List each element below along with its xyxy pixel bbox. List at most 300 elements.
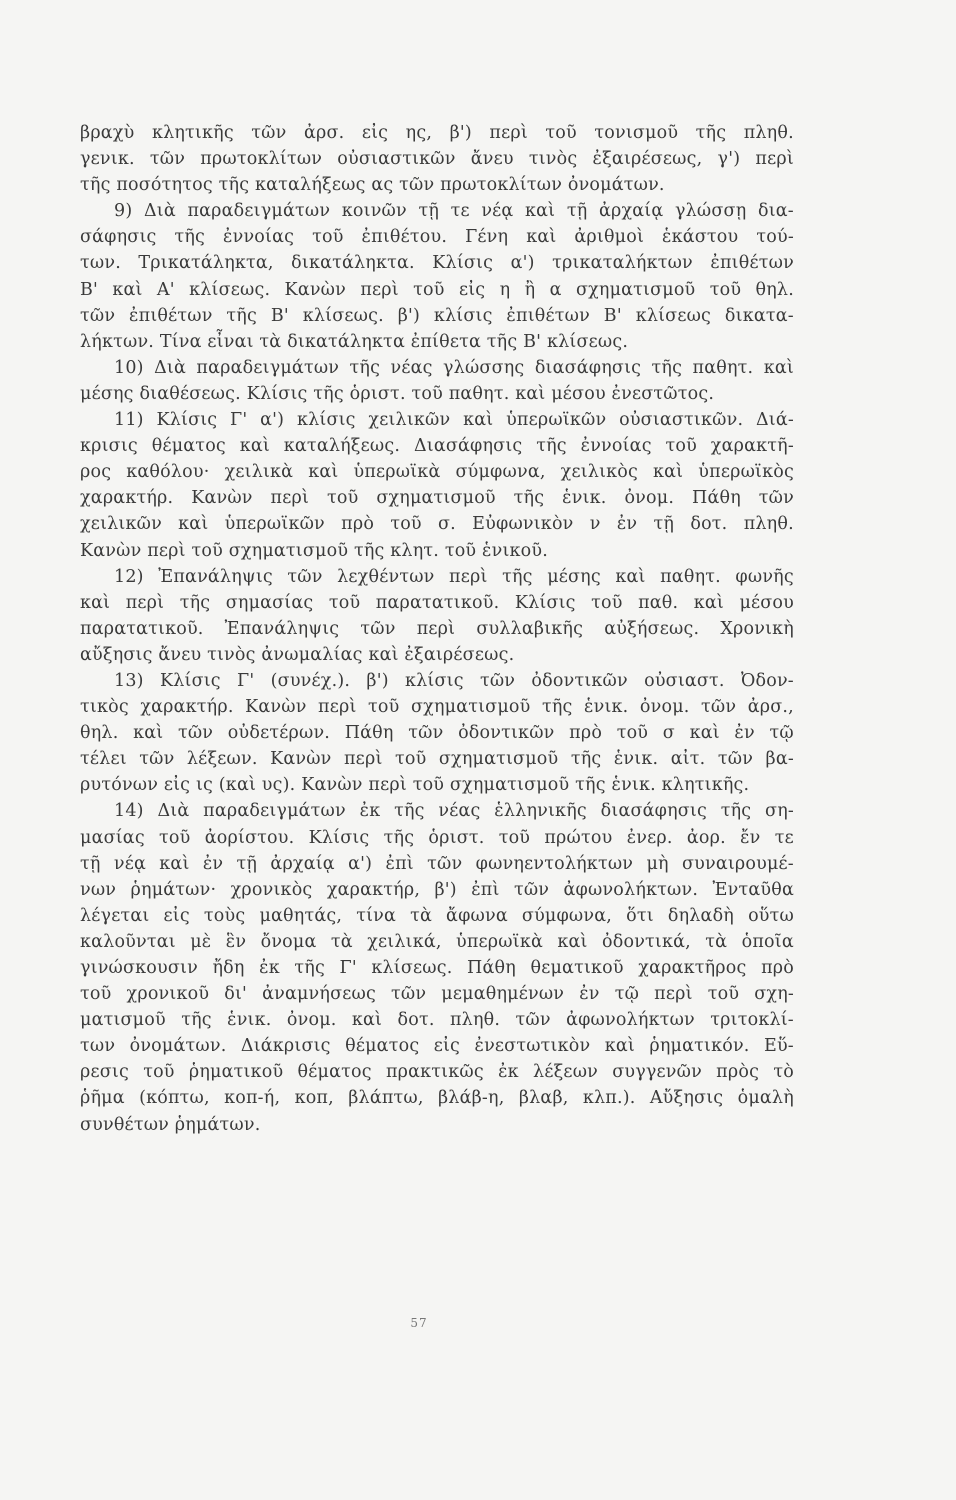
word: τῆς [353,540,391,561]
word: χαρακτῆρος [638,958,747,978]
word: καὶ [526,227,557,248]
word: τῆς [570,749,602,770]
word: χειλικῶν [80,514,162,535]
word: πρακτικῶς [385,1062,484,1083]
word: διασάφησις [534,357,642,378]
word: παραδειγμάτων [196,357,340,378]
word: περὶ [270,488,310,509]
word: πληθ. [743,123,794,143]
word: κλίσεως. [189,279,271,300]
word: κλητικῆς. [661,775,750,796]
word: Κανὼν [284,279,346,300]
word: (συνέχ.). [270,670,351,691]
word: 10) [114,357,144,378]
word: διασάφησις [600,801,707,822]
word: τῶν [139,749,175,770]
word: τῆς [226,305,257,326]
word: 14) [114,801,144,822]
text-line [80,277,794,303]
word: ἄφωνα [446,905,508,926]
word: καὶ [351,1010,383,1031]
word: τῆς [294,958,325,978]
word: δηλαδὴ [667,905,734,926]
word: α [549,279,562,300]
word: ὀνομ. [286,1010,337,1031]
word: τὰ [259,331,288,352]
word: τινὸς [528,149,578,170]
word: γλώσσῃ [674,201,747,222]
word: κλπ.). [582,1088,636,1109]
word: τῶν [427,853,463,874]
word: καλοῦνται [80,931,176,952]
word: Κλίσις [246,383,314,404]
word: ἢ [524,279,536,300]
word: 13) [114,670,144,691]
word: νέᾳ [113,853,146,874]
word: κλίσις [433,305,493,326]
word: οὐδετέρων. [227,723,331,744]
word: ὀνομ. [639,697,690,718]
word: τῆς [313,383,350,404]
word: ῥῆμα [80,1088,125,1109]
word: Β' [603,305,622,326]
word: ις [195,775,219,796]
word: ρυτόνων [80,775,164,796]
word: τοῦ [707,984,740,1005]
word: τῆς [349,357,381,378]
word: Διὰ [154,357,187,378]
word: Διάκρισις [240,1036,331,1057]
word: τοῦ [394,749,427,770]
word: καὶ [80,592,111,613]
word: Εὕ- [763,1036,794,1057]
word: ἐπὶ [385,853,414,874]
word: οὐσιαστικῶν [337,149,456,170]
word: τοῦ [498,827,531,848]
word: ἔν [740,827,761,848]
word: δοτ. [397,1010,435,1031]
word: τῶν [515,1010,551,1031]
word: τῶν [251,123,287,143]
word: ἑνικ. [613,749,659,770]
word: Ἐπανάληψις [224,618,340,639]
word: β') [449,123,472,143]
word: ἐκ [498,1062,519,1083]
word: καὶ [133,723,164,744]
word: τοῦ [545,123,577,143]
word: καὶ [525,201,556,222]
word: τῇ [236,853,258,874]
word: καὶ [159,853,190,874]
word: ἓν [225,931,247,952]
text-line [80,355,794,381]
word: τινὸς [207,644,262,665]
word: Γ' [339,958,357,978]
word: η [499,279,511,300]
word: α') [510,253,535,274]
word: 9) [114,201,133,222]
word: οὐσιαστικῶν. [619,410,744,431]
word: ὑπερωϊκῶν [224,514,325,535]
word: σάφησις [80,227,157,248]
word: τοῦ [143,1062,175,1083]
text-line [80,146,794,172]
word: ὁμαλὴ [737,1088,794,1109]
word: ἐξαιρέσεως. [404,644,515,665]
word: τῶν [177,723,214,744]
word: περὶ [368,775,413,796]
word: ἀρχαίᾳ [270,853,335,874]
word: ἐννοίας [223,227,295,248]
text-line [80,642,794,668]
text-line [80,903,794,929]
word: περὶ [360,279,399,300]
word: ὑπερωϊκῶν [506,410,607,431]
text-line [80,798,794,824]
word: πρὸ [569,723,603,744]
word: τῆς [720,801,752,822]
word: Ὀδον- [740,670,794,691]
word: τοῦ [159,827,191,848]
word: περὶ [449,566,488,587]
word: κοπ, [294,1088,334,1109]
text-line [80,746,794,772]
word: β') [397,305,421,326]
word: των. [80,253,121,274]
word: χειλικὰ [224,462,294,483]
word: τῆς [394,801,425,822]
word: νέας [438,801,481,822]
word: ἐνερ. [626,827,673,848]
word: εἰς [163,775,196,796]
word: μέσου [739,592,794,613]
text-line [80,511,794,537]
word: κλητ. [390,540,445,561]
text-line [80,224,794,250]
word: περὶ [343,749,383,770]
word: σχη- [754,984,794,1005]
word: ἐννοίας [580,436,652,457]
word: τε [774,827,794,848]
word: λέξεων [533,1062,599,1083]
word: χαρακτῆ- [710,436,794,457]
word: σχηματισμοῦ [411,697,531,718]
word: τὸ [773,1062,794,1083]
word: δικατα- [724,305,794,326]
text-line [80,694,794,720]
word: τῷ [769,723,794,744]
word: τῶν [391,984,427,1005]
word: καὶ [515,383,552,404]
word: χειλικά, [367,931,442,952]
text-line [80,1059,794,1085]
word: παρατατικοῦ. [80,618,204,639]
word: Κανὼν [270,749,332,770]
word: τῆς [486,331,524,352]
word: περὶ [318,697,357,718]
word: Ἐπανάληψις [158,566,273,587]
word: παραδειγμάτων [187,201,331,222]
word: κλητικῆς [151,123,234,143]
word: ἐν [202,853,224,874]
word: τονισμοῦ [594,123,679,143]
word: Κανὼν [245,697,307,718]
word: χαρακτήρ, [326,879,421,900]
text-line [80,1033,794,1059]
word: αἰτ. [670,749,706,770]
word: τῆς [575,775,612,796]
word: καὶ [653,462,684,483]
text-line [80,250,794,276]
word: ἐπιθέτων [506,305,590,326]
word: τοῦ [326,488,359,509]
word: θέματος [151,436,226,457]
word: τῆς [651,357,683,378]
word: τῶν [701,697,737,718]
text-line [80,616,794,642]
word: τικὸς [80,697,129,718]
word: τοῦ [444,540,483,561]
word: τῶν [149,149,186,170]
word: καὶ [689,723,720,744]
word: 11) [114,410,144,431]
word: λεχθέντων [337,566,435,587]
word: περὶ [755,149,794,170]
word: Πάθη [467,958,516,978]
word: ἑκάστου [662,227,739,248]
word: σχηματισμοῦ [376,488,496,509]
word: Γένη [465,227,509,248]
word: τὰ [705,931,728,952]
word: τῷ [614,984,640,1005]
word: ἀρσ., [747,697,794,718]
text-line [80,407,794,433]
word: μὲ [190,931,212,952]
word: σχηματισμοῦ [438,749,559,770]
word: περὶ [147,540,192,561]
word: Β' [523,331,547,352]
word: Κλίσις [156,410,218,431]
word: τοὺς [203,905,246,926]
word: ὅτι [626,905,654,926]
word: βραχὺ [80,123,135,143]
word: αὐξήσεως. [604,618,700,639]
word: ποσότητος [116,175,219,196]
word: σχηματισμοῦ [449,775,576,796]
word: Β' [270,305,289,326]
text-line [80,1007,794,1033]
text-line [80,955,794,981]
word: τῆς [502,566,533,587]
word: ὀδοντικά, [601,931,691,952]
word: τῆς [383,827,415,848]
word: πρὸ [761,958,794,978]
word: φωνῆς [735,566,794,587]
word: τῆς [536,436,567,457]
word: τοῦ [390,514,422,535]
word: ὑπερωϊκὰ [353,462,441,483]
word: βα- [765,749,794,770]
word: μεμαθημένων [441,984,565,1005]
word: Διασάφησις [413,436,523,457]
word: α') [260,410,285,431]
page-number: 57 [410,1316,428,1330]
word: ἐπιθέτου. [361,227,448,248]
word: Χρονικὴ [720,618,794,639]
word: ἐξαιρέσεως, [592,149,703,170]
word: κλίσις [296,410,356,431]
word: καὶ [615,566,646,587]
word: χρονικοῦ [126,984,210,1005]
word: οὐσιαστ. [644,670,725,691]
word: καταλήξεως [254,175,372,196]
word: ἐν [616,514,638,535]
word: ας [371,175,400,196]
word: τῆς [174,227,206,248]
word: καὶ [368,644,405,665]
word: μέσου [551,383,612,404]
word: παθητ. [448,383,516,404]
word: Διὰ [143,201,176,222]
word: ἑνικ. [611,775,662,796]
word: σύμφωνα, [455,462,546,483]
word: σύμφωνα, [521,905,613,926]
word: σχηματισμοῦ [228,540,354,561]
word: ἤδη [212,958,245,978]
word: ἄνευ [470,149,514,170]
word: Κανὼν [80,540,148,561]
word: καὶ [693,592,724,613]
word: τῶν [408,723,444,744]
word: ἑλληνικῆς [494,801,587,822]
word: τοῦ [412,775,450,796]
word: τοῦ [591,592,623,613]
word: λέξεων. [186,749,258,770]
text-line [80,1085,794,1111]
word: αὔξησις [80,644,159,665]
word: εἰς [458,279,486,300]
word: τέλει [80,749,127,770]
text-line [80,381,794,407]
word: Ἐνταῦθα [712,879,794,900]
text-line [80,564,794,590]
word: ἀφωνολήκτων [566,1010,695,1031]
word: τοῦ [312,227,344,248]
word: ἐπιθέτων [710,253,794,274]
word: ὀνομάτων. [129,1036,227,1057]
word: θεματικοῦ [530,958,624,978]
word: γ') [717,149,741,170]
word: ἄνευ [158,644,208,665]
word: καταλήξεως. [283,436,401,457]
word: θέματος [297,1062,372,1083]
word: καὶ [308,462,339,483]
word: σ. [438,514,456,535]
word: τῶν [287,566,323,587]
word: εἰς [163,905,190,926]
word: ση- [765,801,794,822]
word: ὁριστ. [428,827,485,848]
word: Εὐφωνικὸν [472,514,574,535]
word: τῇ [80,853,101,874]
word: παθ. [638,592,679,613]
word: των [80,1036,116,1057]
word: ἐκ [359,801,381,822]
word: β') [434,879,457,900]
word: συλλαβικῆς [476,618,584,639]
word: συγγενῶν [612,1062,702,1083]
text-line [80,198,794,224]
word: Κλίσις [514,592,576,613]
word: τῆς [541,697,573,718]
word: καὶ [112,279,143,300]
word: τοῦ [616,723,649,744]
word: παρατατικοῦ. [375,592,500,613]
word: ἀρχαίᾳ [598,201,664,222]
text-line [80,590,794,616]
word: (κόπτω, [139,1088,210,1109]
word: νων [80,879,117,900]
word: κλίσεως [635,305,712,326]
word: ἑνικ. [584,697,629,718]
word: μέσης [80,383,140,404]
word: εἰς [361,123,389,143]
word: 12) [114,566,144,587]
word: τοῦ [411,383,449,404]
word: νέᾳ [481,201,514,222]
word: σχηματισμοῦ [575,279,696,300]
word: Α' [156,279,175,300]
text-line [80,433,794,459]
word: χαρακτήρ. [140,697,234,718]
word: τῆς [695,123,727,143]
text-line [80,485,794,511]
word: περὶ [654,984,693,1005]
word: ἐνεστῶτος. [611,383,715,404]
word: καὶ [604,1036,635,1057]
word: βλάβ-η, [437,1088,505,1109]
text-line [80,1112,794,1138]
text-line [80,303,794,329]
word: τὰ [410,905,432,926]
word: τῆς [513,488,545,509]
word: θηλ. [755,279,794,300]
word: ῥηματικοῦ [188,1062,284,1083]
word: ἀριθμοὶ [574,227,645,248]
word: δοτ. [690,514,728,535]
word: τοῦ [709,279,742,300]
word: τοῦ [80,984,112,1005]
word: λέγεται [80,905,150,926]
word: ὀνομάτων. [567,175,665,196]
word: ἑνικ. [562,488,607,509]
word: περὶ [489,123,528,143]
word: περὶ [416,618,456,639]
word: ὑπερωϊκὰ [456,931,543,952]
text-block [80,120,794,1138]
text-line [80,668,794,694]
word: τῆς [80,175,117,196]
word: Αὔξησις [649,1088,724,1109]
word: ν [589,514,601,535]
word: τῶν [479,670,516,691]
word: Διά- [755,410,794,431]
word: ῥημάτων. [174,1114,261,1135]
word: χρονικὸς [230,879,313,900]
word: Τίνα [159,331,208,352]
word: ἀορίστου. [204,827,295,848]
word: τῆς [218,175,255,196]
